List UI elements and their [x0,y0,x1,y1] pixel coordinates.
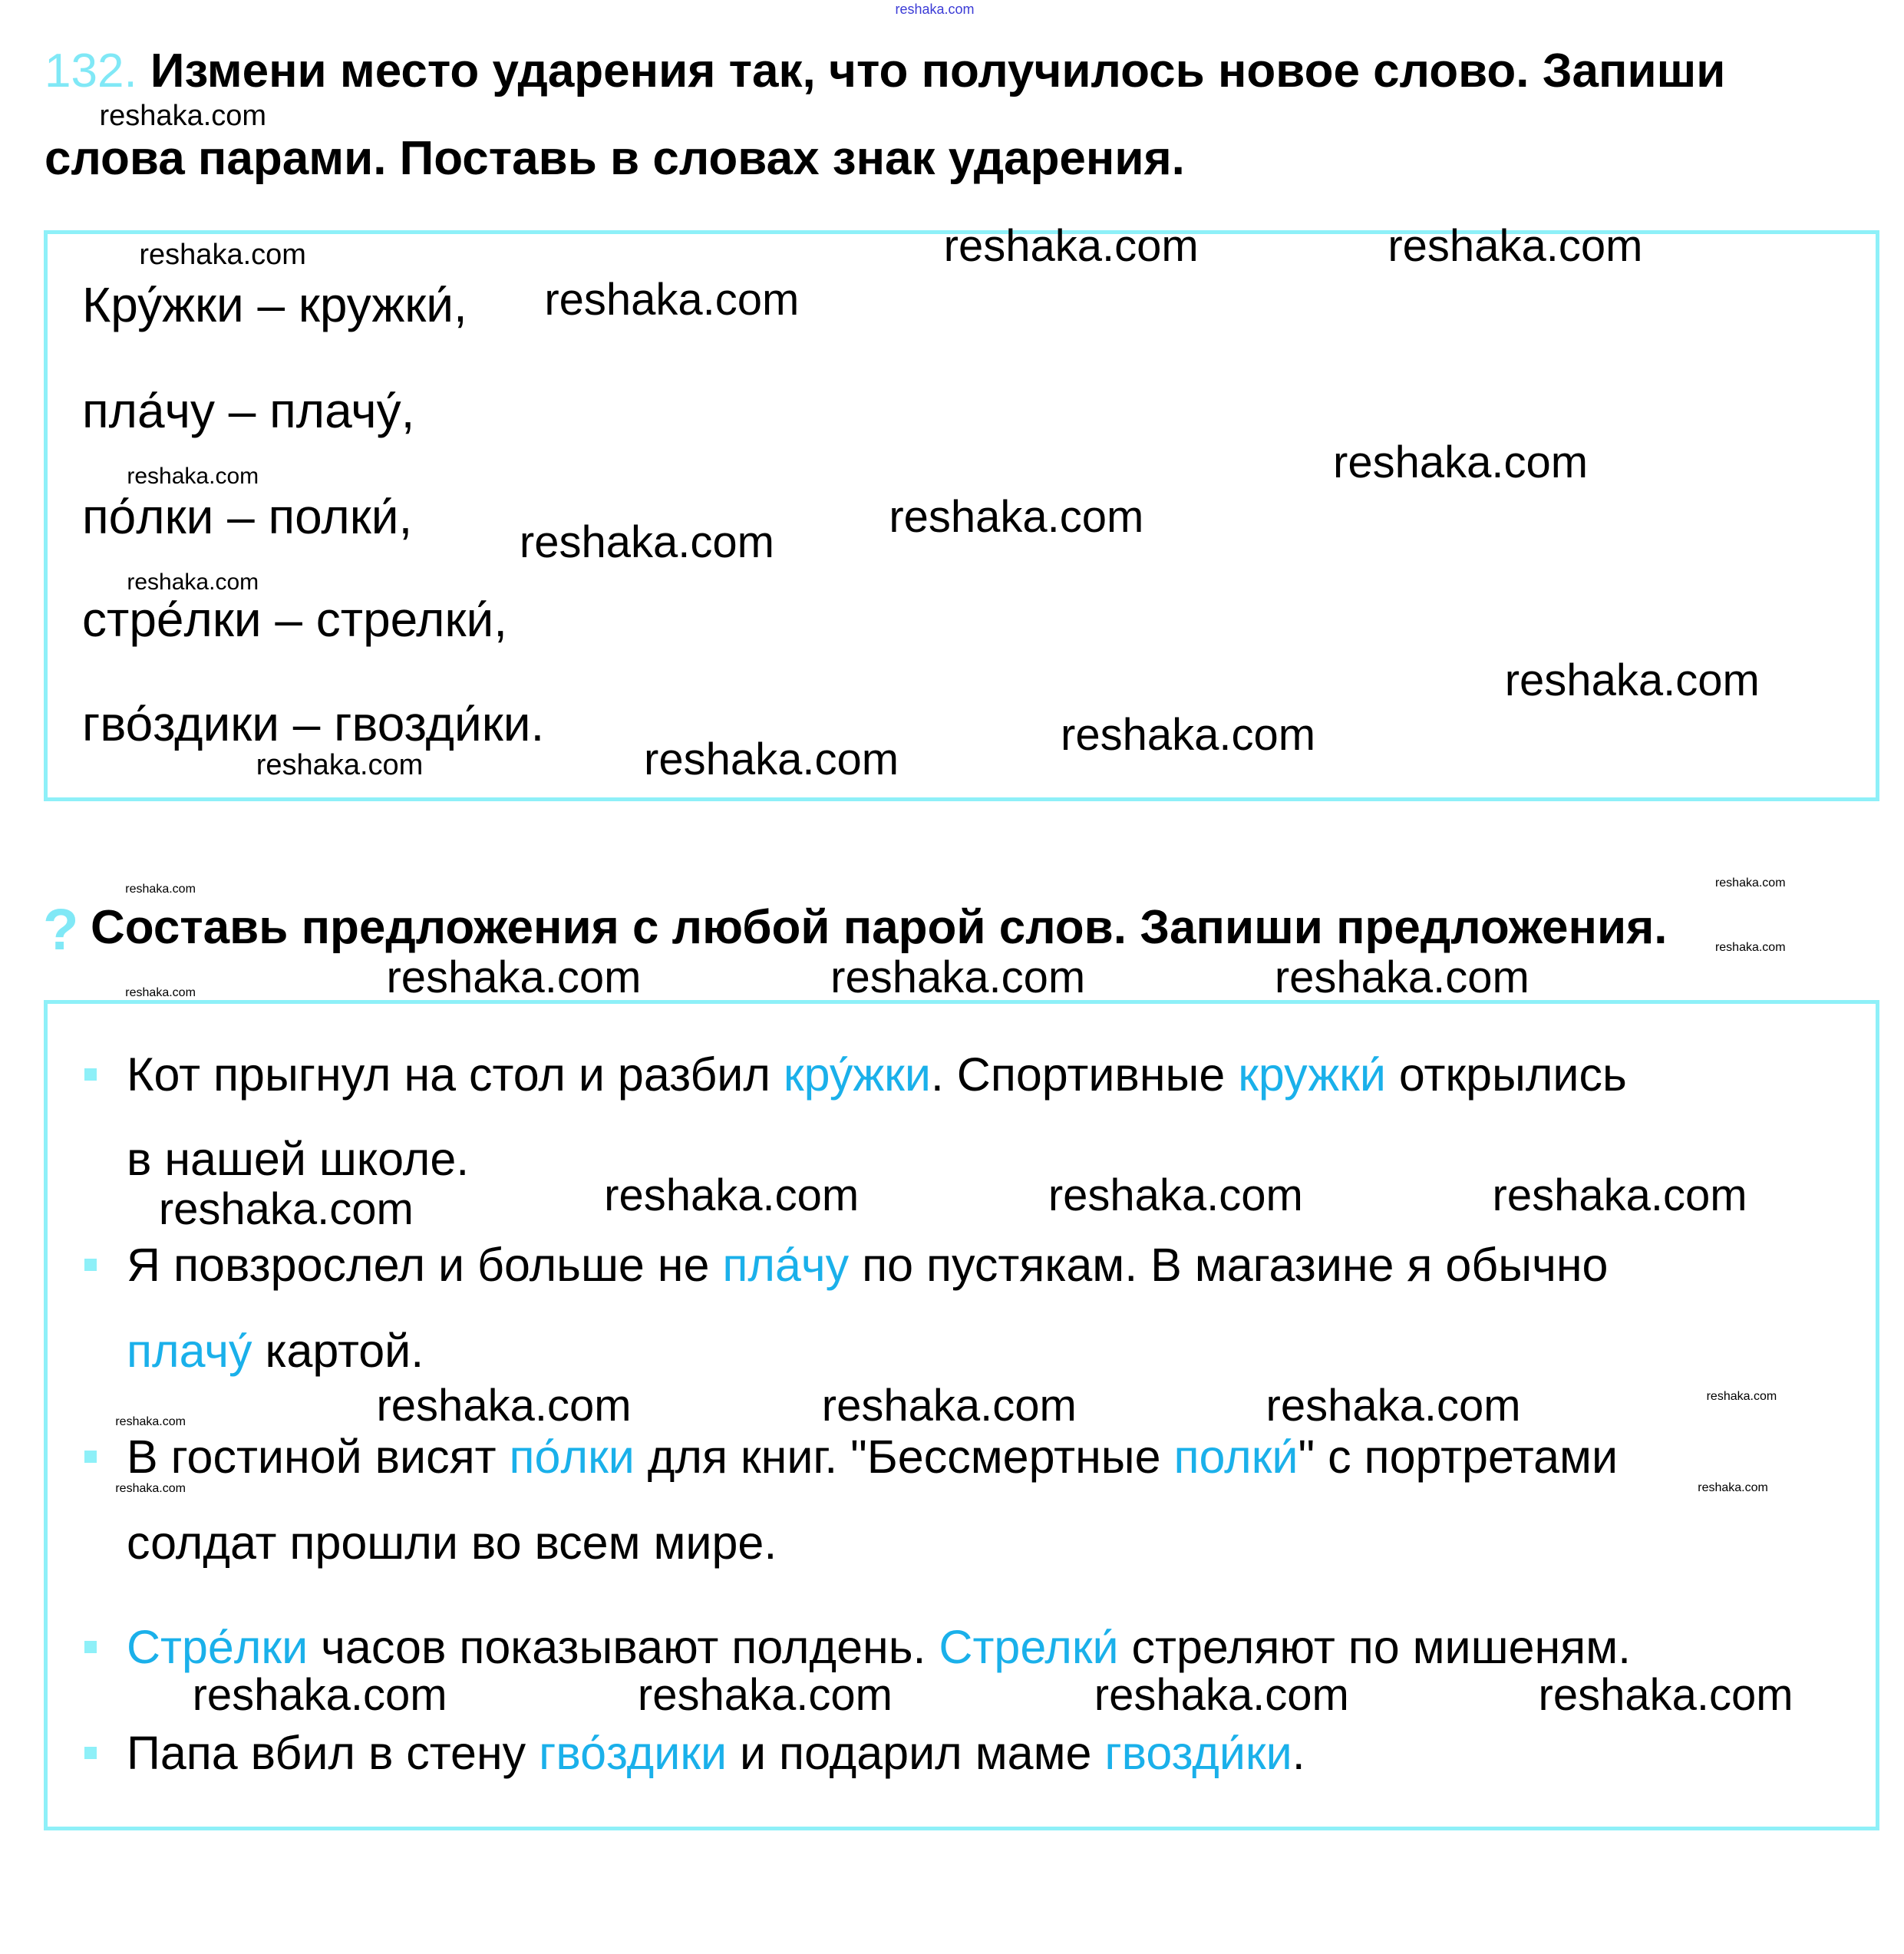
watermark: reshaka.com [1492,1170,1747,1220]
answer-pair: по́лки – полки́, [82,489,413,544]
sentence-line [127,1048,1627,1101]
stressed-word: полки́ [1173,1431,1298,1483]
sentence-line [127,1239,1609,1291]
sentence-text: . Спортивные [930,1048,1239,1101]
answer-pair: пла́чу – плачу́, [82,383,415,438]
bullet-icon [84,1641,97,1653]
stressed-word: плачу́ [127,1325,252,1377]
answer-pair: Кру́жки – кружки́, [82,277,467,332]
bullet-icon [84,1068,97,1081]
stressed-word: гво́здики [539,1727,728,1779]
watermark: reshaka.com [1333,437,1589,487]
watermark: reshaka.com [1504,655,1760,705]
sentence-text: " с портретами [1298,1431,1619,1483]
sentence-line [127,1727,1305,1779]
sentence-text: в нашей школе. [127,1133,470,1185]
sentence-text: и подарил маме [727,1727,1105,1779]
watermark: reshaka.com [519,517,774,567]
watermark: reshaka.com [1265,1380,1521,1431]
sentence-text: В гостиной висят [127,1431,510,1483]
watermark: reshaka.com [192,1670,447,1721]
answer-pair: стре́лки – стрелки́, [82,592,507,647]
bullet-icon [84,1451,97,1463]
watermark: reshaka.com [256,748,424,781]
exercise-title-line2: слова парами. Поставь в словах знак ударения. [45,132,1185,185]
watermark: reshaka.com [637,1670,893,1721]
exercise-title-text: Измени место ударения так, что получилось новое слово. Запиши [150,45,1726,97]
sentence-text: по пустякам. В магазине я обычно [849,1239,1609,1291]
watermark: reshaka.com [115,1482,186,1496]
watermark: reshaka.com [139,239,306,272]
stressed-word: по́лки [509,1431,635,1483]
stressed-word: кружки́ [1238,1048,1386,1101]
watermark: reshaka.com [1714,876,1786,890]
sentence-line [127,1325,424,1377]
watermark: reshaka.com [821,1380,1077,1431]
answer-pair: гво́здики – гвозди́ки. [82,696,545,751]
watermark: reshaka.com [895,2,975,17]
watermark: reshaka.com [99,99,267,132]
sentence-text: часов показывают полдень. [308,1621,939,1673]
watermark: reshaka.com [1048,1170,1303,1220]
sentence-text: открылись [1385,1048,1627,1101]
watermark: reshaka.com [1061,710,1316,760]
watermark: reshaka.com [127,463,259,489]
sentence-text: . [1292,1727,1305,1779]
bullet-icon [84,1259,97,1271]
watermark: reshaka.com [386,952,642,1003]
question-icon: ? [43,897,79,962]
watermark: reshaka.com [943,220,1199,271]
sentence-text: картой. [252,1325,424,1377]
watermark: reshaka.com [1538,1670,1793,1721]
sentence-line [127,1517,777,1569]
sentence-text: Я повзрослел и больше не [127,1239,723,1291]
watermark: reshaka.com [1094,1670,1349,1721]
watermark: reshaka.com [544,274,800,325]
watermark: reshaka.com [889,492,1144,543]
watermark: reshaka.com [604,1170,860,1220]
stressed-word: Стрелки́ [939,1621,1119,1673]
sentence-line [127,1621,1632,1673]
watermark: reshaka.com [158,1183,414,1234]
sentence-text: Папа вбил в стену [127,1727,540,1779]
watermark: reshaka.com [376,1380,632,1431]
sentence-text: солдат прошли во всем мире. [127,1517,777,1569]
watermark: reshaka.com [644,734,899,785]
sentence-line [127,1431,1619,1483]
sentence-text: Кот прыгнул на стол и разбил [127,1048,784,1101]
sentence-line [127,1133,470,1185]
exercise-title-line1 [45,45,1726,97]
question-text: Составь предложения с любой парой слов. Запиши предложения. [91,901,1668,954]
watermark: reshaka.com [127,569,259,595]
stressed-word: гвозди́ки [1104,1727,1292,1779]
sentence-text: для книг. "Бессмертные [634,1431,1174,1483]
watermark: reshaka.com [125,985,196,999]
stressed-word: пла́чу [722,1239,850,1291]
exercise-number: 132. [45,45,137,97]
watermark: reshaka.com [125,883,196,896]
watermark: reshaka.com [1706,1390,1777,1404]
watermark: reshaka.com [115,1414,186,1428]
watermark: reshaka.com [1274,952,1529,1003]
stressed-word: кру́жки [783,1048,931,1101]
watermark: reshaka.com [1714,941,1786,955]
watermark: reshaka.com [1698,1480,1768,1494]
sentence-text: стреляют по мишеням. [1118,1621,1632,1673]
watermark: reshaka.com [1388,220,1643,271]
bullet-icon [84,1747,97,1759]
watermark: reshaka.com [830,952,1086,1003]
stressed-word: Стре́лки [127,1621,309,1673]
